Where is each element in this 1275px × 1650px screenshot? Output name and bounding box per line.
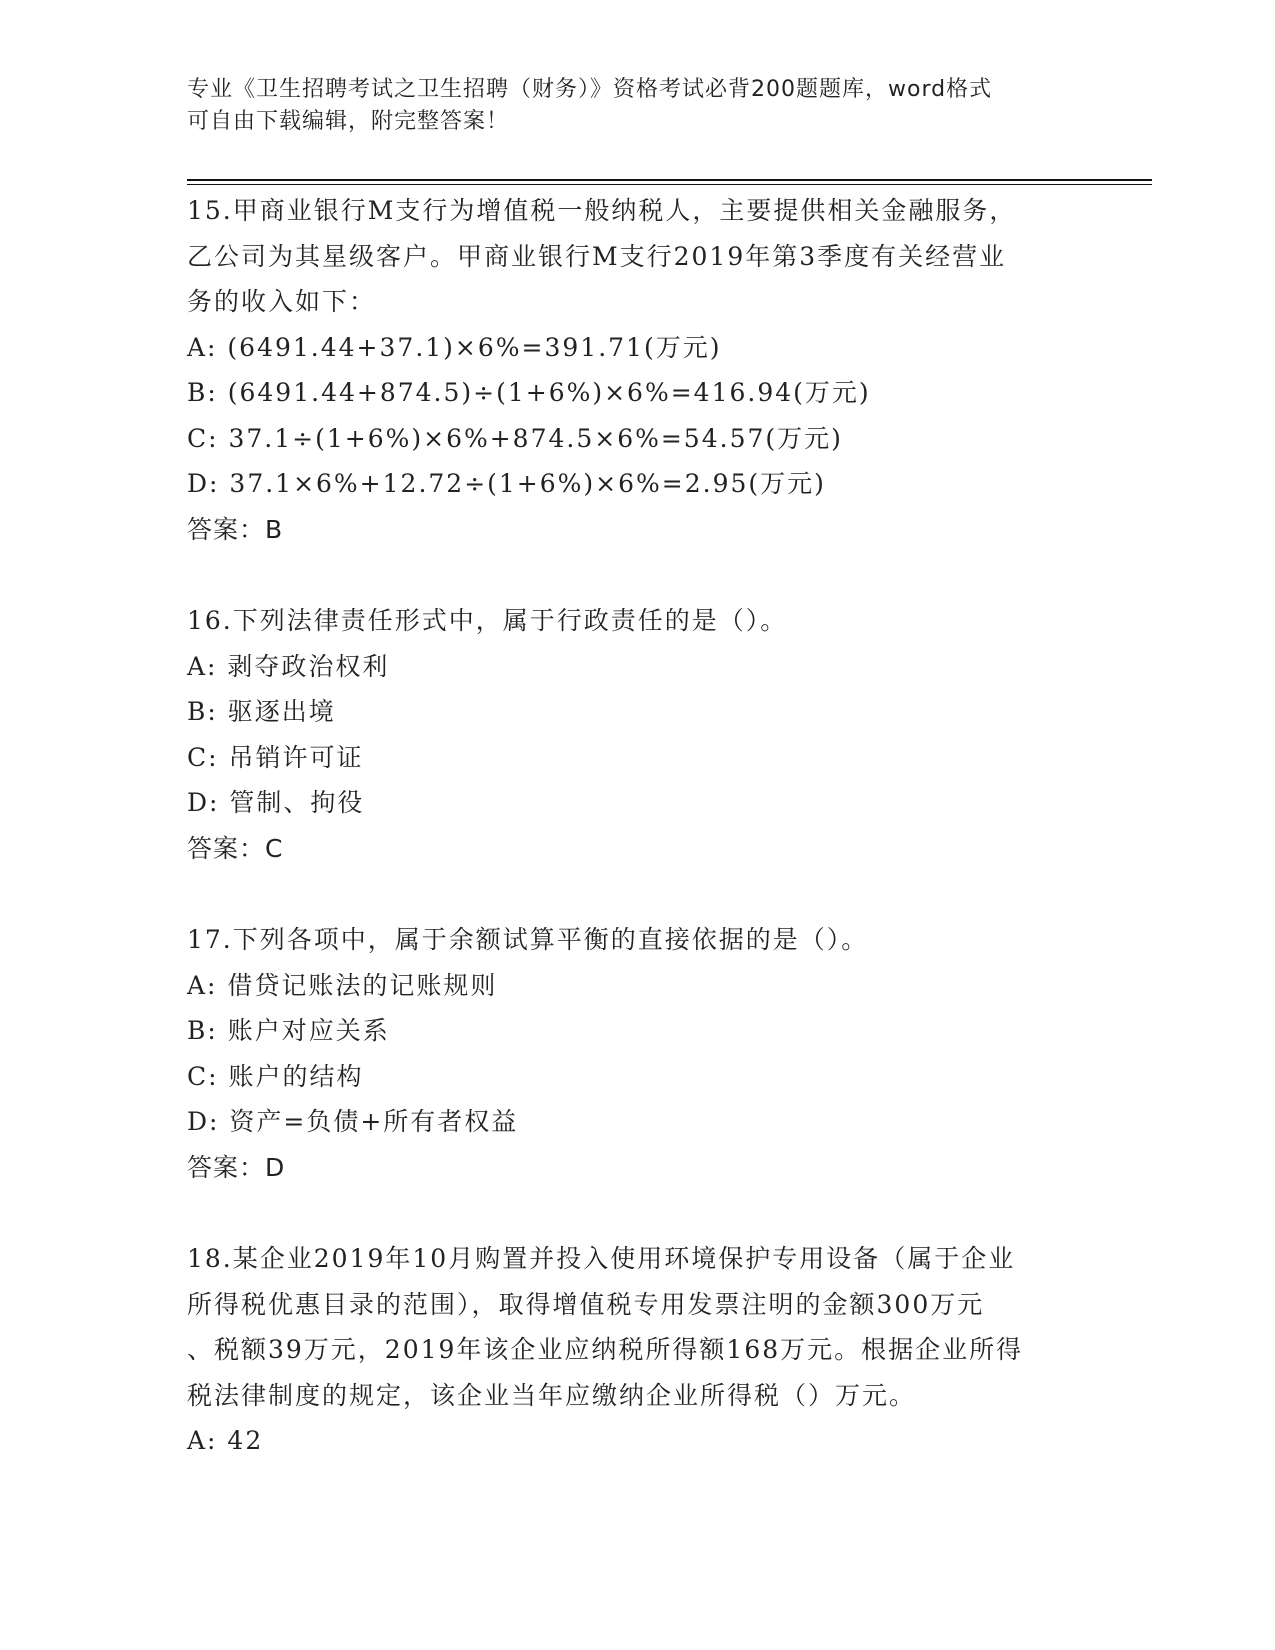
option-d: D: 管制、拘役: [187, 788, 365, 817]
option-a: A: 借贷记账法的记账规则: [187, 970, 498, 1000]
header-divider-thick: [187, 179, 1152, 181]
question-text-line: 16.下列法律责任形式中，属于行政责任的是（）。: [187, 606, 788, 635]
question-17: [187, 917, 1097, 1190]
question-list: [187, 188, 1097, 1464]
option-b: B: 驱逐出境: [187, 697, 336, 726]
document-header: [187, 74, 1087, 138]
question-text-line: 务的收入如下：: [187, 287, 377, 316]
option-c: C: 吊销许可证: [187, 742, 364, 772]
question-text-line: 税法律制度的规定，该企业当年应缴纳企业所得税（）万元。: [187, 1380, 917, 1410]
question-15: [187, 188, 1097, 552]
option-a: A: 剥夺政治权利: [187, 651, 390, 681]
question-spacer: [187, 871, 1097, 917]
question-text-line: 15.甲商业银行M支行为增值税一般纳税人，主要提供相关金融服务，: [187, 196, 1017, 225]
question-spacer: [187, 1190, 1097, 1236]
question-text-line: 18.某企业2019年10月购置并投入使用环境保护专用设备（属于企业: [187, 1244, 1016, 1273]
header-line-1: 专业《卫生招聘考试之卫生招聘（财务）》资格考试必背200题题库，word格式: [187, 77, 993, 102]
option-c: C: 37.1÷(1+6%)×6%+874.5×6%=54.57(万元): [187, 423, 843, 453]
header-line-2: 可自由下载编辑，附完整答案！: [187, 109, 510, 134]
option-b: B: 账户对应关系: [187, 1016, 390, 1045]
answer-label: 答案：C: [187, 833, 284, 863]
question-text-line: 17.下列各项中，属于余额试算平衡的直接依据的是（）。: [187, 925, 869, 954]
question-text-line: 乙公司为其星级客户。甲商业银行M支行2019年第3季度有关经营业: [187, 241, 1007, 271]
question-16: [187, 598, 1097, 871]
answer-label: 答案：D: [187, 1152, 286, 1182]
option-d: D: 资产=负债+所有者权益: [187, 1107, 519, 1136]
question-text-line: 所得税优惠目录的范围），取得增值税专用发票注明的金额300万元: [187, 1289, 985, 1319]
option-a: A: (6491.44+37.1)×6%=391.71(万元): [187, 332, 722, 362]
option-d: D: 37.1×6%+12.72÷(1+6%)×6%=2.95(万元): [187, 469, 826, 498]
question-18: [187, 1236, 1097, 1464]
option-a: A: 42: [187, 1426, 264, 1455]
header-divider-thin: [187, 184, 1152, 185]
option-b: B: (6491.44+874.5)÷(1+6%)×6%=416.94(万元): [187, 378, 871, 407]
question-text-line: 、税额39万元，2019年该企业应纳税所得额168万元。根据企业所得: [187, 1335, 1024, 1364]
option-c: C: 账户的结构: [187, 1061, 364, 1091]
question-spacer: [187, 552, 1097, 598]
answer-label: 答案：B: [187, 514, 284, 544]
